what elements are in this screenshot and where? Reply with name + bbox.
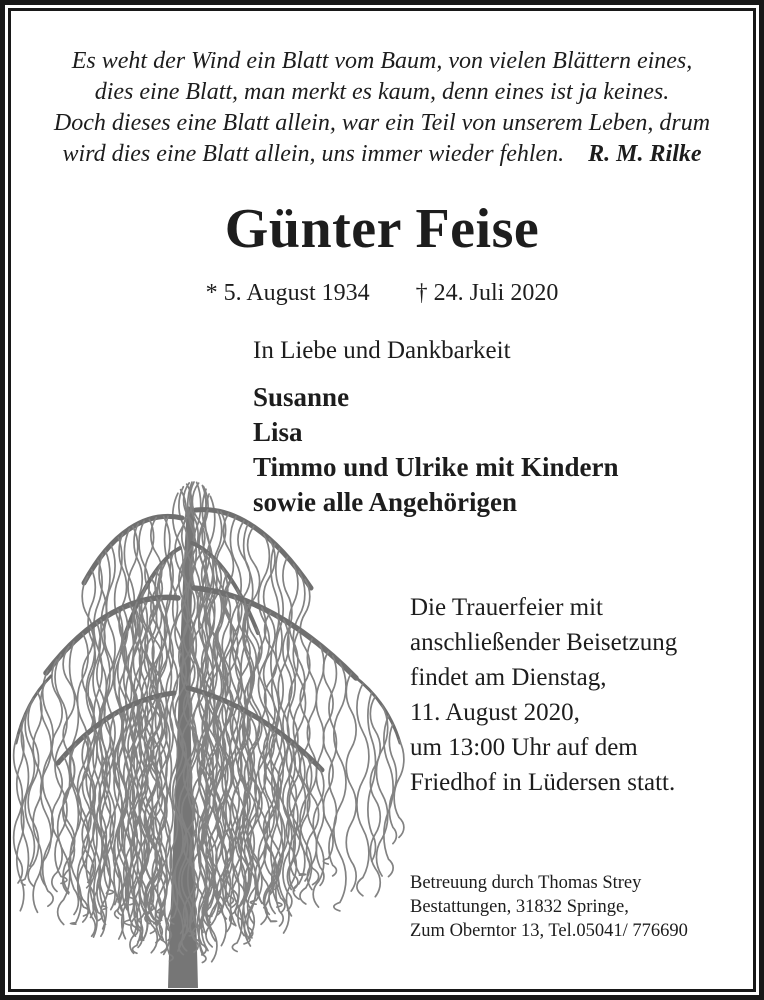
- funeral-notice: [410, 590, 677, 800]
- memorial-poem: [28, 46, 736, 170]
- mourner-name: sowie alle Angehörigen: [253, 487, 517, 517]
- funeral-home-line: Bestattungen, 31832 Springe,: [410, 897, 629, 917]
- funeral-home-info: [410, 871, 688, 943]
- mourner-name: Susanne: [253, 382, 350, 412]
- poem-line: wird dies eine Blatt allein, uns immer wieder fehlen. R. M. Rilke: [62, 141, 702, 167]
- death-date: † 24. Juli 2020: [415, 280, 559, 306]
- funeral-notice-line: 11. August 2020,: [410, 699, 580, 726]
- funeral-notice-line: Friedhof in Lüdersen statt.: [410, 769, 676, 796]
- deceased-name: Günter Feise: [224, 198, 540, 260]
- mourner-name: Lisa: [253, 417, 303, 447]
- mourner-name: Timmo und Ulrike mit Kindern: [253, 452, 619, 482]
- funeral-notice-line: anschließender Beisetzung: [410, 629, 678, 656]
- birth-date: * 5. August 1934: [205, 280, 370, 306]
- tribute-intro: In Liebe und Dankbarkeit: [253, 337, 511, 364]
- poem-line: Doch dieses eine Blatt allein, war ein Teil von unserem Leben, drum: [53, 110, 711, 136]
- willow-tree-illustration: [6, 448, 414, 988]
- life-dates: [0, 278, 764, 308]
- funeral-home-line: Betreuung durch Thomas Strey: [410, 873, 642, 893]
- funeral-notice-line: findet am Dienstag,: [410, 664, 607, 691]
- poem-line: Es weht der Wind ein Blatt vom Baum, von vielen Blättern eines,: [71, 48, 693, 74]
- poem-line: dies eine Blatt, man merkt es kaum, denn eines ist ja keines.: [94, 79, 670, 105]
- funeral-home-line: Zum Oberntor 13, Tel.05041/ 776690: [410, 921, 688, 941]
- funeral-notice-line: Die Trauerfeier mit: [410, 594, 604, 621]
- willow-tree-svg: [6, 448, 414, 988]
- poem-attribution: R. M. Rilke: [588, 141, 702, 167]
- funeral-notice-line: um 13:00 Uhr auf dem: [410, 734, 638, 761]
